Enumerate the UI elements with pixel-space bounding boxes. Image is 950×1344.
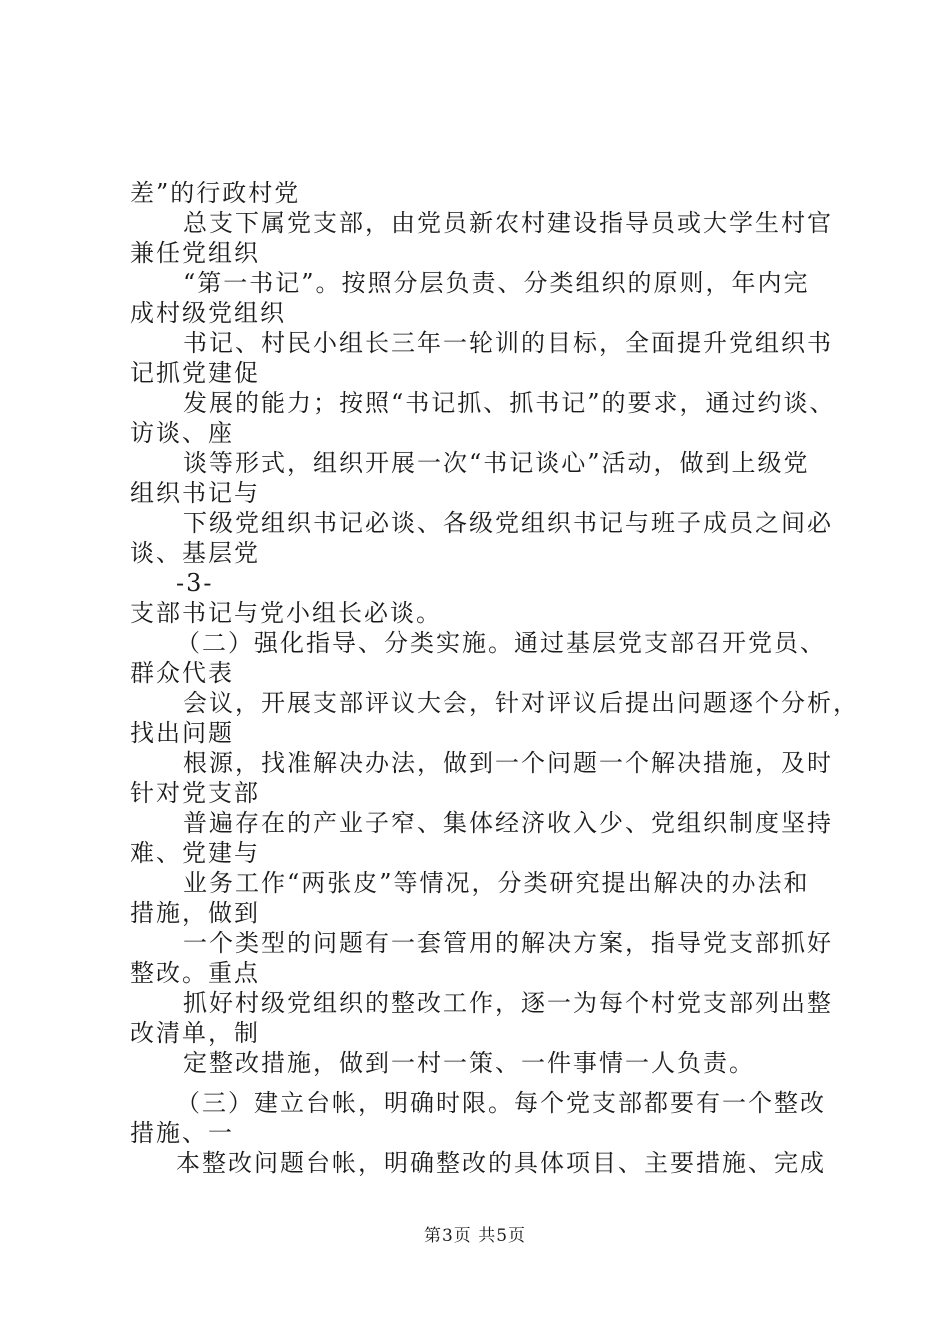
text-line: 兼任党组织 — [130, 239, 260, 267]
text-line: 下级党组织书记必谈、各级党组织书记与班子成员之间必 — [183, 509, 833, 537]
text-line: 成村级党组织 — [130, 299, 286, 327]
page-footer: 第3页 共5页 — [423, 1226, 527, 1246]
text-line: 书记、村民小组长三年一轮训的目标，全面提升党组织书 — [183, 329, 833, 357]
text-line: 针对党支部 — [130, 779, 260, 807]
text-line: 抓好村级党组织的整改工作，逐一为每个村党支部列出整 — [183, 989, 833, 1017]
text-line: 本整改问题台帐，明确整改的具体项目、主要措施、完成 — [176, 1149, 826, 1177]
text-line: 措施、一 — [130, 1119, 234, 1147]
text-line: 记抓党建促 — [130, 359, 260, 387]
text-line: 定整改措施，做到一村一策、一件事情一人负责。 — [183, 1049, 755, 1077]
section-heading: （三）建立台帐，明确时限。每个党支部都要有一个整改 — [176, 1089, 826, 1117]
page-number-inline: -3- — [176, 569, 214, 597]
text-line: 难、党建与 — [130, 839, 260, 867]
text-line: 措施，做到 — [130, 899, 260, 927]
text-line: 群众代表 — [130, 659, 234, 687]
section-heading: （二）强化指导、分类实施。通过基层党支部召开党员、 — [176, 629, 826, 657]
text-line: 谈、基层党 — [130, 539, 260, 567]
text-line: 一个类型的问题有一套管用的解决方案，指导党支部抓好 — [183, 929, 833, 957]
text-line: 会议，开展支部评议大会，针对评议后提出问题逐个分析， — [183, 689, 859, 717]
text-line: 找出问题 — [130, 719, 234, 747]
text-line: 访谈、座 — [130, 419, 234, 447]
text-line: 支部书记与党小组长必谈。 — [130, 599, 442, 627]
text-line: 改清单，制 — [130, 1019, 260, 1047]
text-line: 业务工作“两张皮”等情况，分类研究提出解决的办法和 — [183, 869, 810, 897]
text-line: 组织书记与 — [130, 479, 260, 507]
text-line: 总支下属党支部，由党员新农村建设指导员或大学生村官 — [183, 209, 833, 237]
text-line: 普遍存在的产业子窄、集体经济收入少、党组织制度坚持 — [183, 809, 833, 837]
text-line: 发展的能力；按照“书记抓、抓书记”的要求，通过约谈、 — [183, 389, 836, 417]
text-line: 谈等形式，组织开展一次“书记谈心”活动，做到上级党 — [183, 449, 810, 477]
text-line: 整改。重点 — [130, 959, 260, 987]
text-line: 根源，找准解决办法，做到一个问题一个解决措施，及时 — [183, 749, 833, 777]
text-line: 差”的行政村党 — [130, 179, 301, 207]
text-line: “第一书记”。按照分层负责、分类组织的原则，年内完 — [183, 269, 810, 297]
